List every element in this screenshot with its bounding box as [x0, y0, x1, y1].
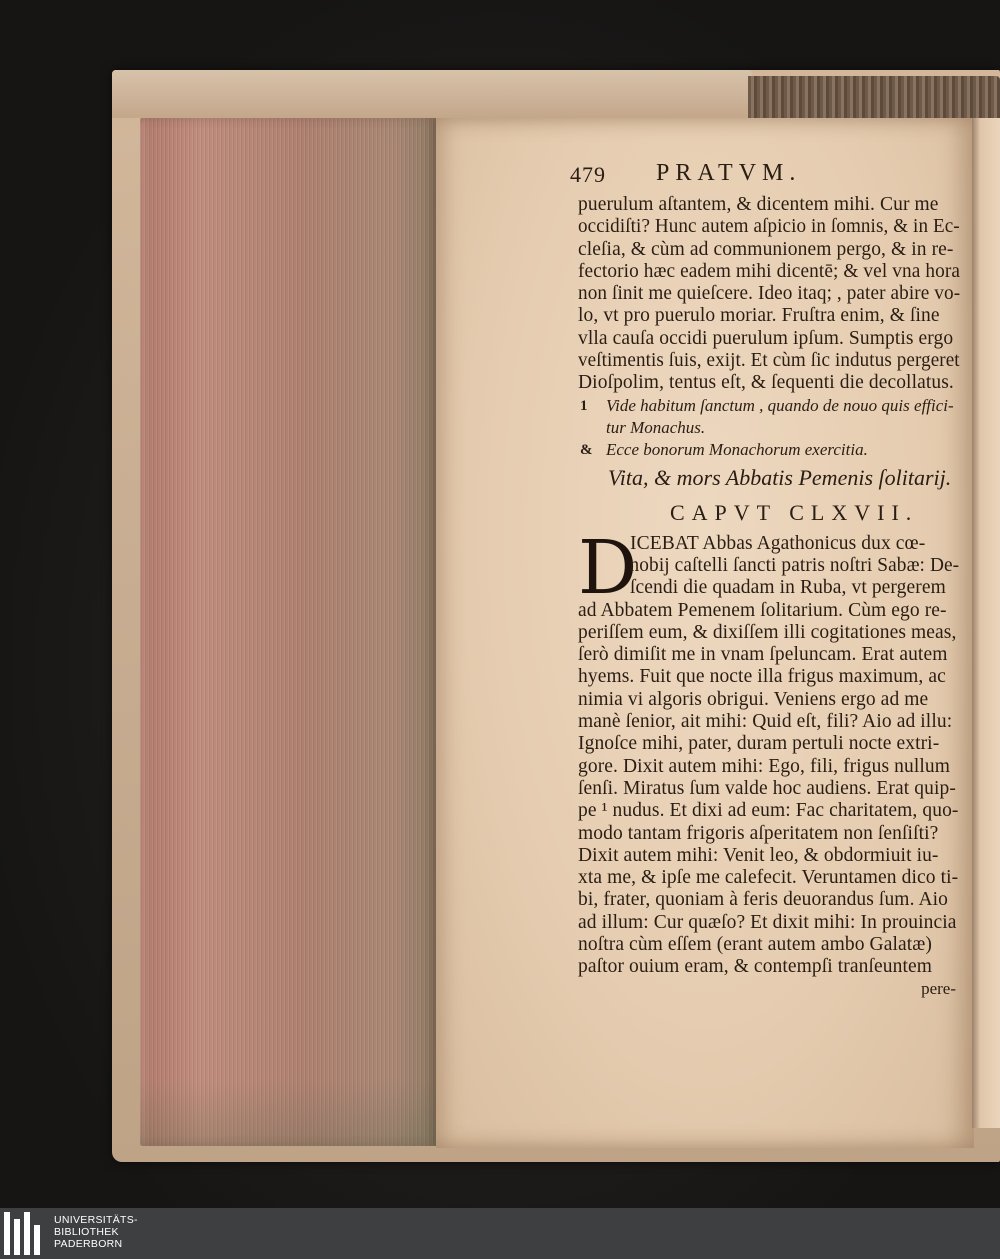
fore-edge-shadow: [140, 1080, 438, 1146]
section-subheading: Vita, & mors Abbatis Pemenis ſolitarij.: [608, 464, 952, 490]
text-line: modo tantam frigoris aſperitatem non ſenſiſti?: [578, 822, 939, 844]
text-line: periſſem eum, & dixiſſem illi cogitationes meas,: [578, 621, 957, 643]
drop-cap: D: [578, 524, 638, 611]
library-logo-icon: [0, 1208, 48, 1259]
page-number: 479: [570, 162, 606, 187]
text-line: Ignoſce mihi, pater, duram pertuli nocte extri-: [578, 733, 940, 755]
text-line: ad Abbatem Pemenem ſolitarium. Cùm ego re-: [578, 599, 947, 621]
text-line: fectorio hæc eadem mihi dicentē; & vel vna hora: [578, 260, 961, 282]
footnote-text: Ecce bonorum Monachorum exercitia.: [606, 439, 868, 459]
text-line: non ſinit me quieſcere. Ideo itaq; , pater abire vo-: [578, 283, 961, 305]
running-head: [570, 160, 960, 194]
footnote-text: Vide habitum ſanctum , quando de nouo quis effici-: [606, 395, 954, 415]
text-line: lo, vt pro puerulo moriar. Fruſtra enim, & ſine: [578, 305, 940, 327]
text-lines-top: [578, 194, 960, 395]
page-fore-edge: [140, 118, 438, 1146]
text-line: Dixit autem mihi: Venit leo, & obdormiuit iu-: [578, 844, 939, 866]
text-line: bi, frater, quoniam à feris deuorandus ſum. Aio: [578, 889, 948, 911]
text-line: occidiſti? Hunc autem aſpicio in ſomnis, & in Ec-: [578, 216, 960, 238]
footnote-text-cont: tur Monachus.: [606, 417, 706, 437]
library-name: [54, 1214, 138, 1250]
text-line: ad illum: Cur quæſo? Et dixit mihi: In prouincia: [578, 911, 957, 933]
chapter-heading: CAPVT CLXVII.: [670, 499, 919, 525]
text-line: puerulum aſtantem, & dicentem mihi. Cur me: [578, 194, 939, 215]
spine-headband: [748, 76, 1000, 120]
text-line: nobij caſtelli ſancti patris noſtri Sabæ: De-: [629, 554, 960, 576]
text-line: vlla cauſa occidi puerulum ipſum. Sumptis ergo: [578, 327, 954, 349]
cover-top-edge: [112, 70, 752, 118]
text-line: hyems. Fuit que nocte illa frigus maximum, ac: [578, 666, 946, 688]
text-line: manè ſenior, ait mihi: Quid eſt, fili? Aio ad illu:: [578, 711, 953, 733]
library-name-line2: BIBLIOTHEK: [54, 1226, 119, 1238]
footnote-mark: &: [580, 441, 593, 458]
text-line: pe ¹ nudus. Et dixi ad eum: Fac charitatem, quo-: [578, 800, 959, 822]
chapter-paragraph: [578, 524, 960, 979]
text-line: xta me, & ipſe me calefecit. Veruntamen dico ti-: [578, 867, 959, 889]
catchword: pere-: [921, 978, 956, 998]
footnote-mark: 1: [580, 397, 588, 414]
facing-page-edge: [972, 118, 1000, 1128]
text-line: paſtor ouium eram, & contempſi tranſeuntem: [578, 956, 933, 978]
text-line: ſenſi. Miratus ſum valde hoc audiens. Erat quip-: [578, 777, 956, 799]
library-name-line1: UNIVERSITÄTS-: [54, 1214, 138, 1226]
footnote-1: [578, 395, 960, 439]
text-line: cleſia, & cùm ad communionem pergo, & in re-: [578, 238, 954, 260]
text-line: gore. Dixit autem mihi: Ego, fili, frigus nullum: [578, 755, 951, 777]
library-name-line3: PADERBORN: [54, 1238, 123, 1250]
page-text: [570, 160, 961, 999]
text-line: ICEBAT Abbas Agathonicus dux cœ-: [630, 532, 926, 554]
text-line: veſtimentis ſuis, exijt. Et cùm ſic indutus pergeret: [578, 350, 960, 372]
text-line: Dioſpolim, tentus eſt, & ſequenti die decollatus.: [578, 372, 954, 394]
text-line: noſtra cùm eſſem (erant autem ambo Galatæ): [578, 934, 932, 956]
library-footer: [0, 1208, 1000, 1259]
footnote-2: [578, 439, 960, 461]
text-line: nimia vi algoris obrigui. Veniens ergo ad me: [578, 688, 929, 710]
text-line: ſerò dimiſit me in vnam ſpeluncam. Erat autem: [578, 644, 948, 666]
text-line: ſcendi die quadam in Ruba, vt pergerem: [630, 577, 946, 599]
running-title: PRATVM.: [656, 160, 802, 186]
